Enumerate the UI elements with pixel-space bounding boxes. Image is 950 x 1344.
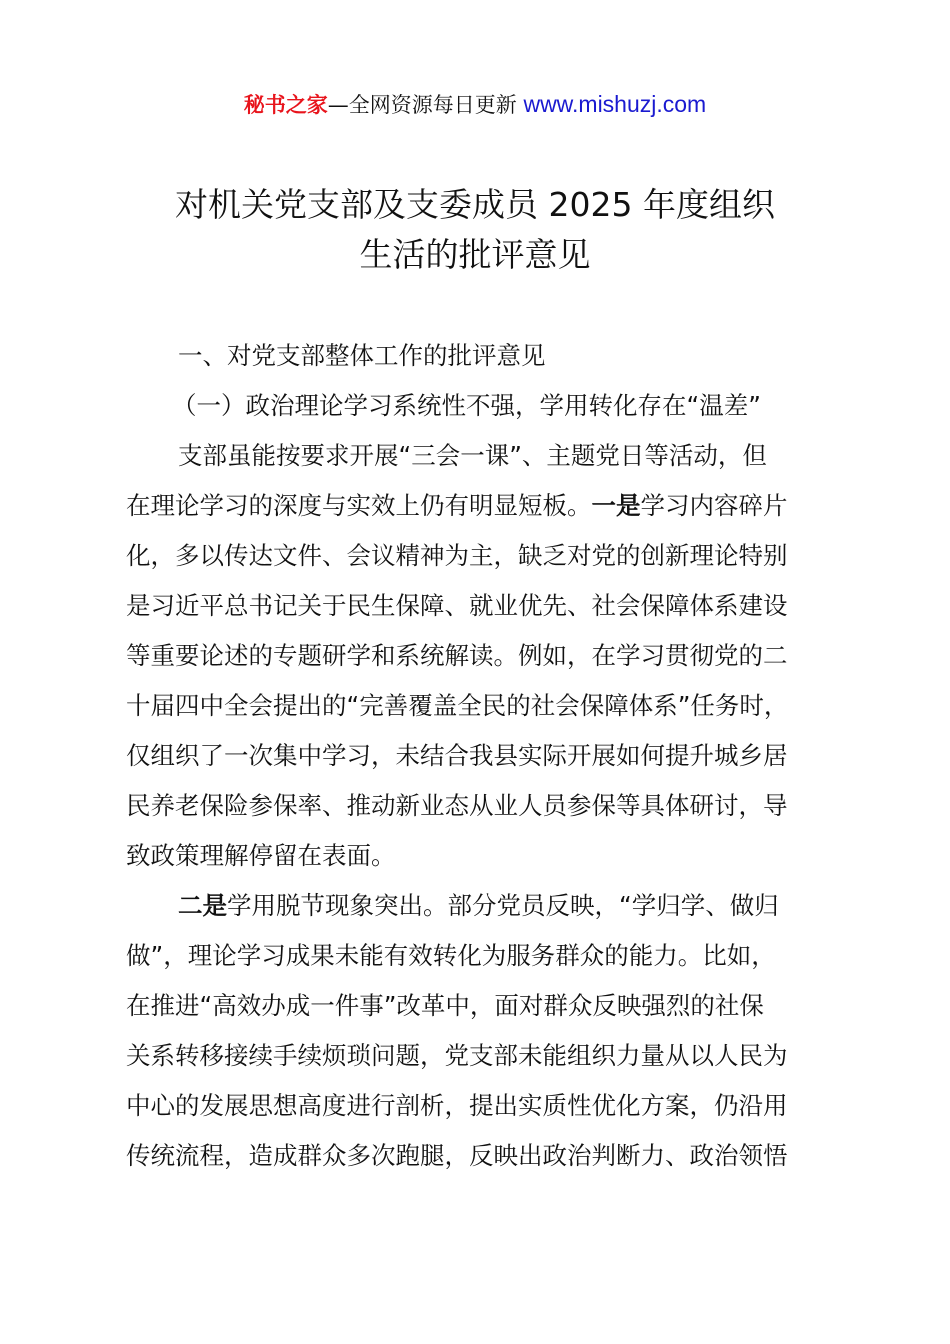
paragraph-line: 仅组织了一次集中学习，未结合我县实际开展如何提升城乡居 (126, 741, 788, 770)
paragraph-line: 做”，理论学习成果未能有效转化为服务群众的能力。比如， (126, 941, 776, 970)
subsection-heading: （一）政治理论学习系统性不强，学用转化存在“温差” (172, 391, 761, 420)
paragraph-line: 十届四中全会提出的“完善覆盖全民的社会保障体系”任务时， (126, 691, 789, 720)
paragraph-line: 民养老保险参保率、推动新业态从业人员参保等具体研讨，导 (126, 791, 788, 820)
text-run: 学习内容碎片 (640, 491, 788, 520)
document-body (126, 331, 846, 1181)
document-title (0, 180, 950, 280)
section-heading: 一、对党支部整体工作的批评意见 (178, 341, 546, 370)
paragraph-line (126, 881, 846, 931)
title-line-1: 对机关党支部及支委成员 2025 年度组织 (175, 185, 775, 224)
site-url-link[interactable]: www.mishuzj.com (523, 91, 707, 117)
paragraph-2 (126, 881, 846, 1181)
paragraph-line (126, 481, 846, 531)
paragraph-line: 关系转移接续手续烦琐问题，党支部未能组织力量从以人民为 (126, 1041, 788, 1070)
paragraph-line: 中心的发展思想高度进行剖析，提出实质性优化方案，仍沿用 (126, 1091, 788, 1120)
text-run: 学用脱节现象突出。部分党员反映，“学归学、做归 (227, 891, 779, 920)
paragraph-line: 支部虽能按要求开展“三会一课”、主题党日等活动，但 (178, 441, 767, 470)
paragraph-line: 在推进“高效办成一件事”改革中，面对群众反映强烈的社保 (126, 991, 764, 1020)
paragraph-line: 是习近平总书记关于民生保障、就业优先、社会保障体系建设 (126, 591, 788, 620)
paragraph-line: 化，多以传达文件、会议精神为主，缺乏对党的创新理论特别 (126, 541, 788, 570)
bold-lead: 一是 (591, 491, 641, 520)
header-banner (0, 88, 950, 121)
title-line-2: 生活的批评意见 (359, 235, 591, 274)
brand-name: 秘书之家 (243, 93, 328, 117)
paragraph-line: 传统流程，造成群众多次跑腿，反映出政治判断力、政治领悟 (126, 1141, 788, 1170)
header-slogan: —全网资源每日更新 (327, 93, 524, 117)
paragraph-line: 等重要论述的专题研学和系统解读。例如，在学习贯彻党的二 (126, 641, 788, 670)
text-run: 在理论学习的深度与实效上仍有明显短板。 (126, 491, 592, 520)
paragraph-1 (126, 431, 846, 881)
paragraph-line: 致政策理解停留在表面。 (126, 841, 396, 870)
bold-lead: 二是 (178, 891, 227, 920)
